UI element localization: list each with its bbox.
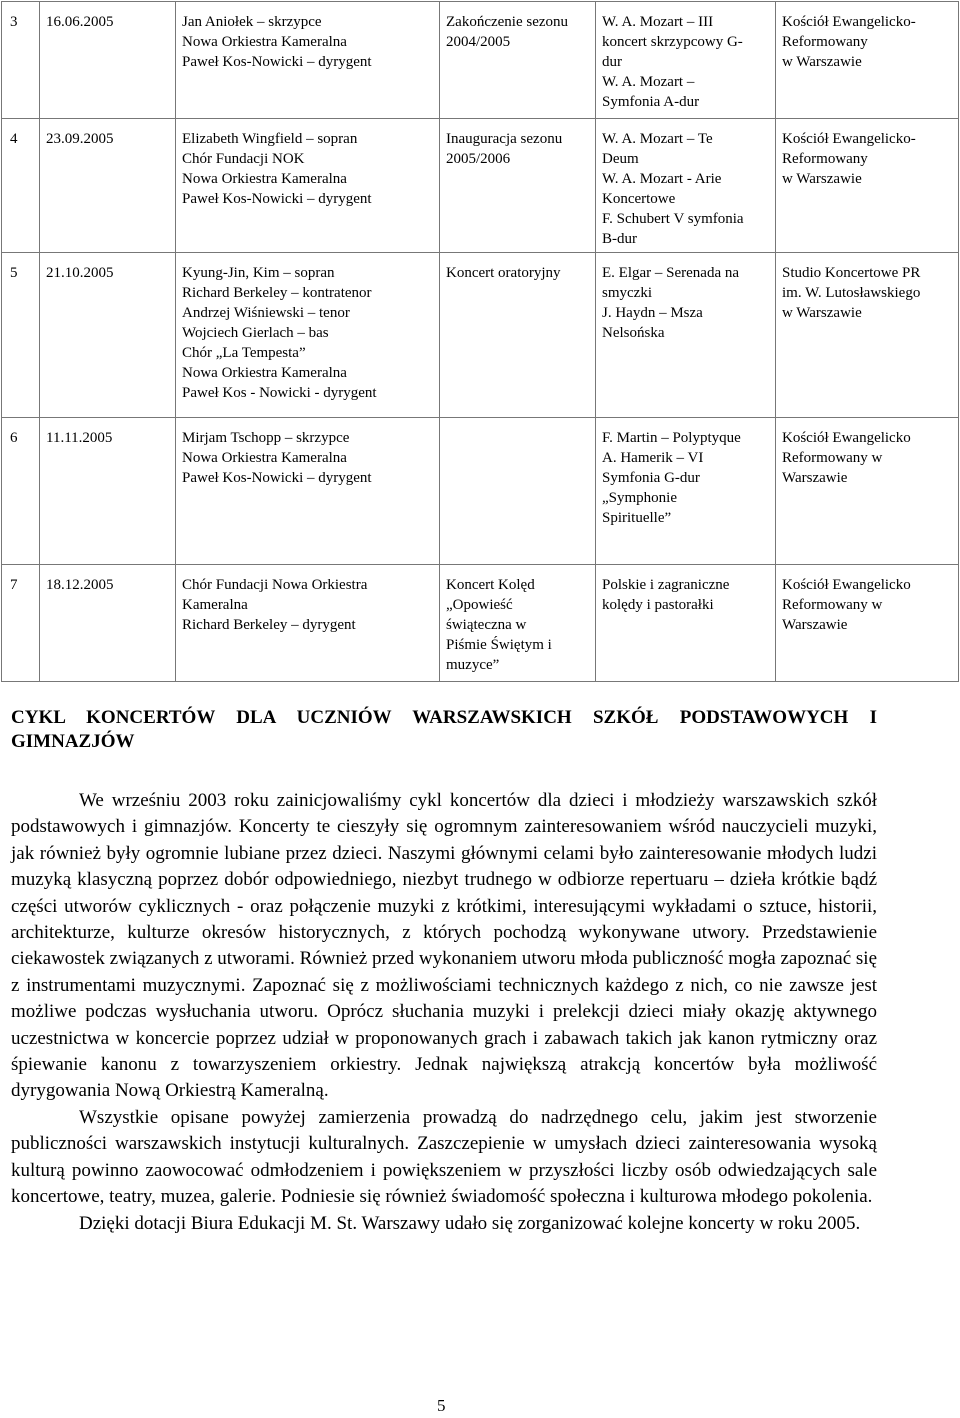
cell-text-line: Jan Aniołek – skrzypce: [182, 14, 322, 30]
cell-text-line: Chór Fundacji Nowa Orkiestra: [182, 577, 368, 593]
date-cell: 18.12.2005: [40, 565, 176, 682]
cell-text-line: Inauguracja sezonu: [446, 131, 563, 147]
cell-text-line: w Warszawie: [782, 171, 862, 187]
cell-text-line: „Symphonie: [602, 490, 677, 506]
body-text: [11, 788, 877, 1237]
cell-text-line: W. A. Mozart –: [602, 74, 695, 90]
cell-text-line: dur: [602, 54, 622, 70]
cell-text-line: Symfonia A-dur: [602, 94, 700, 110]
performers-cell: [176, 565, 440, 682]
cell-text-line: Spirituelle”: [602, 510, 672, 526]
concert-table-body: [2, 2, 959, 682]
table-row: [2, 2, 959, 119]
cell-text-line: świąteczna w: [446, 617, 527, 633]
cell-text-line: B-dur: [602, 231, 637, 247]
cell-text-line: Studio Koncertowe PR: [782, 265, 921, 281]
cell-text-line: Wojciech Gierlach – bas: [182, 325, 329, 341]
venue-cell: [776, 119, 959, 253]
cell-text-line: Koncert oratoryjny: [446, 265, 561, 281]
cell-text-line: Zakończenie sezonu: [446, 14, 569, 30]
cell-text-line: Reformowany: [782, 34, 868, 50]
cell-text-line: W. A. Mozart – Te: [602, 131, 713, 147]
date-cell: 23.09.2005: [40, 119, 176, 253]
cell-text-line: Paweł Kos-Nowicki – dyrygent: [182, 470, 372, 486]
cell-text-line: Kościół Ewangelicko: [782, 577, 911, 593]
cell-text-line: smyczki: [602, 285, 652, 301]
cell-text-line: Koncert Kolęd: [446, 577, 535, 593]
venue-cell: [776, 253, 959, 418]
performers-cell: [176, 2, 440, 119]
cell-text-line: Deum: [602, 151, 639, 167]
row-number-cell: 3: [2, 2, 40, 119]
table-row: [2, 119, 959, 253]
program-cell: [596, 418, 776, 565]
section-title: CYKL KONCERTÓW DLA UCZNIÓW WARSZAWSKICH SZKÓŁ PODSTAWOWYCH I GIMNAZJÓW: [11, 707, 877, 752]
concert-table: [1, 1, 959, 682]
performers-cell: [176, 253, 440, 418]
cell-text-line: „Opowieść: [446, 597, 513, 613]
cell-text-line: Polskie i zagraniczne: [602, 577, 730, 593]
cell-text-line: F. Schubert V symfonia: [602, 211, 744, 227]
cell-text-line: Kameralna: [182, 597, 248, 613]
cell-text-line: koncert skrzypcowy G-: [602, 34, 743, 50]
cell-text-line: Symfonia G-dur: [602, 470, 700, 486]
cell-text-line: Elizabeth Wingfield – sopran: [182, 131, 358, 147]
cell-text-line: w Warszawie: [782, 305, 862, 321]
row-number-cell: 6: [2, 418, 40, 565]
date-cell: 21.10.2005: [40, 253, 176, 418]
cell-text-line: W. A. Mozart - Arie: [602, 171, 722, 187]
cell-text-line: Nowa Orkiestra Kameralna: [182, 34, 347, 50]
cell-text-line: Kościół Ewangelicko-: [782, 131, 916, 147]
cell-text-line: Nowa Orkiestra Kameralna: [182, 171, 347, 187]
row-number-cell: 5: [2, 253, 40, 418]
cell-text-line: Mirjam Tschopp – skrzypce: [182, 430, 350, 446]
program-cell: [596, 253, 776, 418]
cell-text-line: F. Martin – Polyptyque: [602, 430, 741, 446]
paragraph: Dzięki dotacji Biura Edukacji M. St. Warszawy udało się zorganizować kolejne koncerty w roku 2005.: [79, 1212, 861, 1234]
cell-text-line: Richard Berkeley – dyrygent: [182, 617, 356, 633]
venue-cell: [776, 2, 959, 119]
performers-cell: [176, 418, 440, 565]
cell-text-line: Reformowany w: [782, 450, 883, 466]
performers-cell: [176, 119, 440, 253]
cell-text-line: muzyce”: [446, 657, 500, 673]
program-cell: [596, 119, 776, 253]
cell-text-line: J. Haydn – Msza: [602, 305, 703, 321]
program-cell: [596, 2, 776, 119]
row-number-cell: 4: [2, 119, 40, 253]
cell-text-line: 2004/2005: [446, 34, 511, 50]
table-row: [2, 565, 959, 682]
paragraph: We wrześniu 2003 roku zainicjowaliśmy cykl koncertów dla dzieci i młodzieży warszawskich szkół podstawowych i gimnazjów. Koncerty te cieszyły się ogromnym zainteresowaniem wśród nauczycieli muzyki, jak również były ogromnie lubiane przez dzieci. Naszymi głównymi celami było zainteresowanie młodych ludzi muzyką klasyczną poprzez dobór odpowiedniego, niezbyt trudnego w odbiorze repertuaru – dzieła krótkie bądź części utworów cyklicznych - oraz połączenie muzyki z krótkimi, interesującymi wykładami o sztuce, historii, architekturze, kulturze okresów historycznych, z których pochodzą wykonywane utwory. Przedstawienie ciekawostek związanych z utworami. Również przed wykonaniem utworu młoda publiczność mogła zapoznać się z instrumentami muzycznymi. Zapoznać się z możliwościami technicznych każdego z nich, co nie zawsze jest możliwe podczas wysłuchania utworu. Oprócz słuchania muzyki i prelekcji dzieci miały okazję aktywnego uczestnictwa w koncercie poprzez udział w proponowanych grach i zabawach takich jak kanon rytmiczny oraz śpiewanie kanonu z towarzyszeniem orkiestry. Jednak największą atrakcją koncertów była możliwość dyrygowania Nową Orkiestrą Kameralną.: [11, 790, 877, 1102]
occasion-cell: [440, 253, 596, 418]
cell-text-line: Chór „La Tempesta”: [182, 345, 306, 361]
cell-text-line: Warszawie: [782, 470, 848, 486]
cell-text-line: Paweł Kos-Nowicki – dyrygent: [182, 191, 372, 207]
cell-text-line: Andrzej Wiśniewski – tenor: [182, 305, 350, 321]
table-row: [2, 253, 959, 418]
date-cell: 11.11.2005: [40, 418, 176, 565]
row-number-cell: 7: [2, 565, 40, 682]
cell-text-line: Paweł Kos - Nowicki - dyrygent: [182, 385, 377, 401]
cell-text-line: Piśmie Świętym i: [446, 637, 552, 653]
cell-text-line: W. A. Mozart – III: [602, 14, 714, 30]
program-cell: [596, 565, 776, 682]
cell-text-line: 2005/2006: [446, 151, 511, 167]
cell-text-line: Nowa Orkiestra Kameralna: [182, 365, 347, 381]
cell-text-line: Kyung-Jin, Kim – sopran: [182, 265, 335, 281]
table-row: [2, 418, 959, 565]
occasion-cell: [440, 418, 596, 565]
cell-text-line: E. Elgar – Serenada na: [602, 265, 740, 281]
cell-text-line: Nelsońska: [602, 325, 665, 341]
occasion-cell: [440, 119, 596, 253]
venue-cell: [776, 418, 959, 565]
cell-text-line: Kościół Ewangelicko: [782, 430, 911, 446]
occasion-cell: [440, 2, 596, 119]
venue-cell: [776, 565, 959, 682]
date-cell: 16.06.2005: [40, 2, 176, 119]
cell-text-line: w Warszawie: [782, 54, 862, 70]
cell-text-line: Warszawie: [782, 617, 848, 633]
cell-text-line: Reformowany w: [782, 597, 883, 613]
cell-text-line: Koncertowe: [602, 191, 676, 207]
cell-text-line: Richard Berkeley – kontratenor: [182, 285, 372, 301]
page-number: 5: [437, 1396, 446, 1415]
cell-text-line: Chór Fundacji NOK: [182, 151, 305, 167]
cell-text-line: Nowa Orkiestra Kameralna: [182, 450, 347, 466]
cell-text-line: Kościół Ewangelicko-: [782, 14, 916, 30]
cell-text-line: A. Hamerik – VI: [602, 450, 704, 466]
cell-text-line: Paweł Kos-Nowicki – dyrygent: [182, 54, 372, 70]
cell-text-line: kolędy i pastorałki: [602, 597, 714, 613]
cell-text-line: im. W. Lutosławskiego: [782, 285, 921, 301]
paragraph: Wszystkie opisane powyżej zamierzenia prowadzą do nadrzędnego celu, jakim jest stworzenie publiczności warszawskich instytucji kulturalnych. Zaszczepienie w umysłach dzieci zainteresowania wysoką kulturą powinno zaowocować odmłodzeniem i powiększeniem w przyszłości liczby osób odwiedzających sale koncertowe, teatry, muzea, galerie. Podniesie się również świadomość społeczna i kulturowa młodego pokolenia.: [11, 1106, 877, 1208]
occasion-cell: [440, 565, 596, 682]
cell-text-line: Reformowany: [782, 151, 868, 167]
